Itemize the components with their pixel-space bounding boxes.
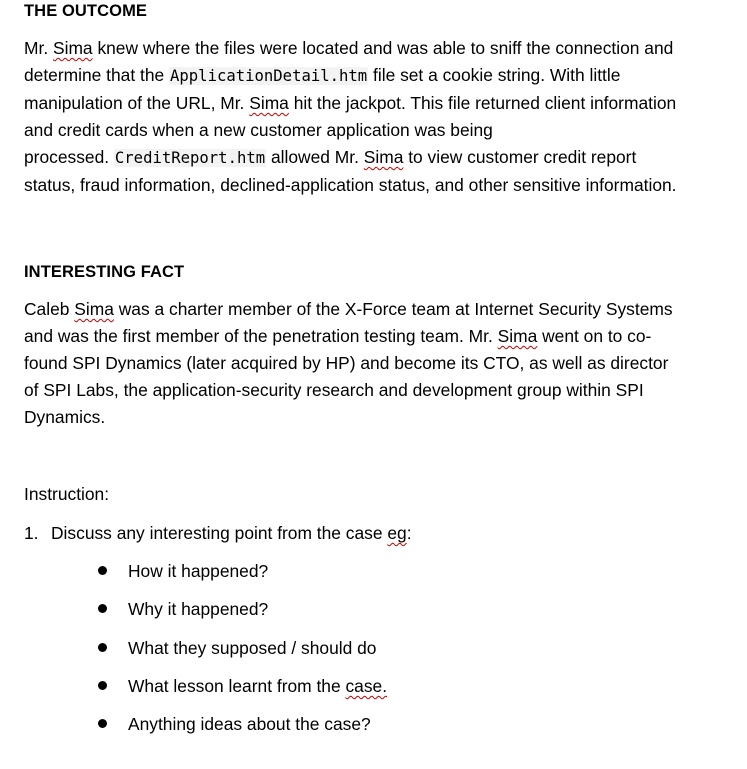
fact-line-4: of SPI Labs, the application-security research and development group within SPI <box>24 380 644 400</box>
spellcheck-word: eg <box>387 523 407 543</box>
bullet-icon <box>98 719 107 728</box>
spellcheck-word: Sima <box>74 299 114 319</box>
item-number: 1. <box>24 523 39 543</box>
outcome-line-1: Mr. Sima knew where the files were located and was able to sniff the connection and <box>24 38 674 58</box>
fact-line-2: and was the first member of the penetration testing team. Mr. Sima went on to co- <box>24 326 652 346</box>
outcome-line-5: processed. CreditReport.htm allowed Mr. Sima to view customer credit report <box>24 147 637 167</box>
spellcheck-word: Sima <box>497 326 538 346</box>
bullet-item: Anything ideas about the case? <box>98 714 371 735</box>
bullet-icon <box>98 566 107 575</box>
outcome-paragraph <box>24 35 724 199</box>
fact-line-3: found SPI Dynamics (later acquired by HP) and become its CTO, as well as director <box>24 353 669 373</box>
fact-heading: INTERESTING FACT <box>24 263 185 281</box>
fact-line-5: Dynamics. <box>24 407 106 427</box>
spellcheck-word: Sima <box>52 38 93 58</box>
bullet-item: What lesson learnt from the case. <box>98 676 387 697</box>
bullet-icon <box>98 604 107 613</box>
inline-code-creditreport: CreditReport.htm <box>114 149 266 167</box>
fact-line-1: Caleb Sima was a charter member of the X-Force team at Internet Security Systems <box>24 299 673 319</box>
bullet-icon <box>98 643 107 652</box>
bullet-item: What they supposed / should do <box>98 638 376 659</box>
outcome-line-2: determine that the ApplicationDetail.htm file set a cookie string. With little <box>24 65 621 85</box>
bullet-icon <box>98 681 107 690</box>
outcome-line-6: status, fraud information, declined-application status, and other sensitive information. <box>24 175 677 195</box>
spellcheck-word: Sima <box>249 93 289 113</box>
spellcheck-word: case. <box>345 676 388 696</box>
outcome-line-3: manipulation of the URL, Mr. Sima hit the jackpot. This file returned client information <box>24 93 677 113</box>
fact-paragraph <box>24 296 724 431</box>
bullet-item: How it happened? <box>98 561 268 582</box>
instruction-label: Instruction: <box>24 484 110 504</box>
bullet-item: Why it happened? <box>98 599 268 620</box>
spellcheck-word: Sima <box>363 147 404 167</box>
outcome-heading: THE OUTCOME <box>24 2 148 20</box>
outcome-line-4: and credit cards when a new customer application was being <box>24 120 493 140</box>
inline-code-applicationdetail: ApplicationDetail.htm <box>170 67 368 85</box>
numbered-item-1: 1. Discuss any interesting point from the case eg: <box>24 523 412 543</box>
